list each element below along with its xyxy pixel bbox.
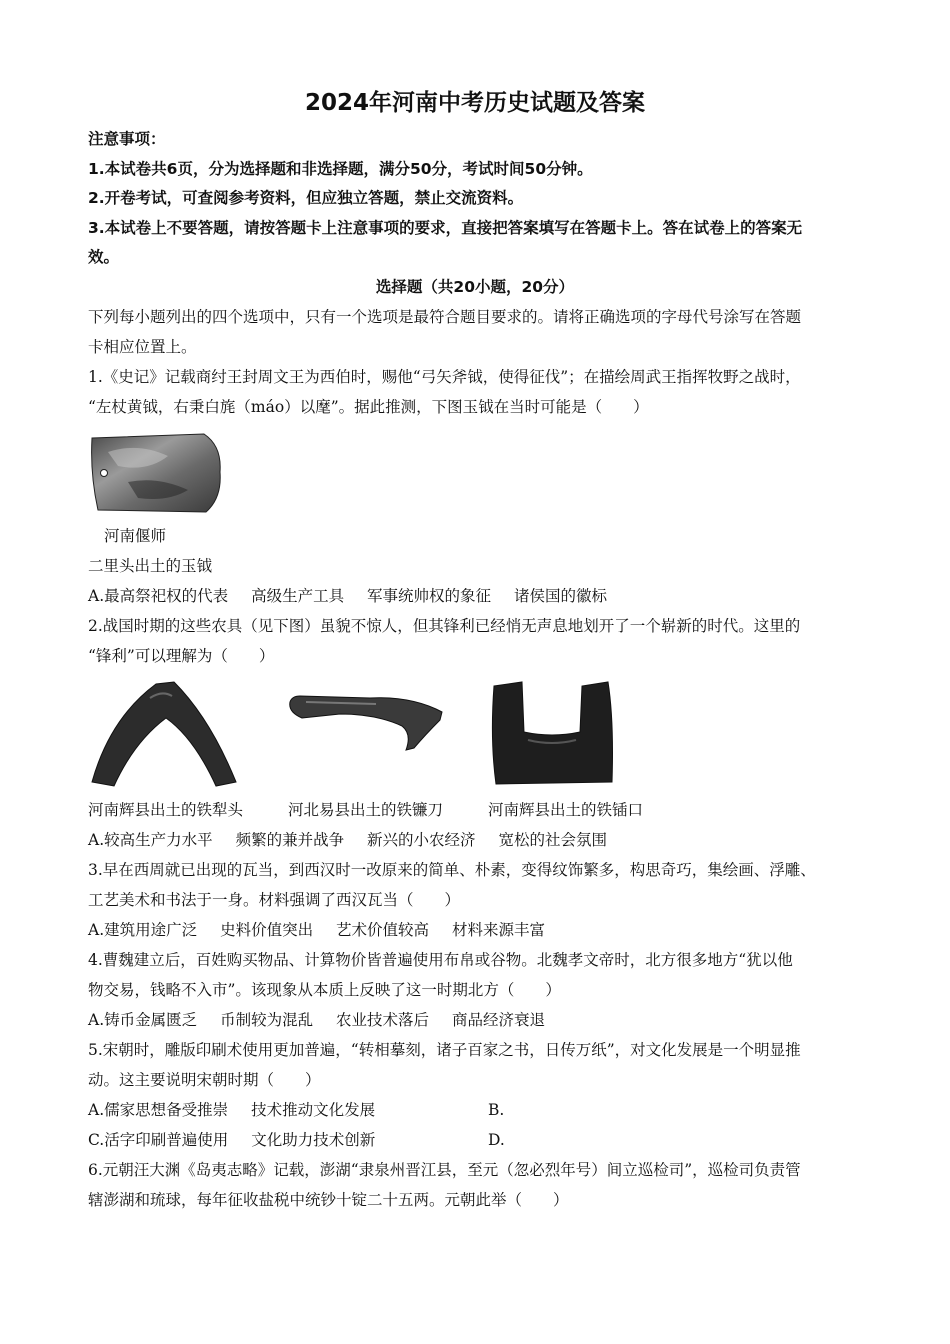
question-3-text: 工艺美术和书法于一身。材料强调了西汉瓦当（ ）: [88, 891, 461, 909]
question-1-text: “左杖黄钺，右秉白旄（máo）以麾”。据此推测，下图玉钺在当时可能是（ ）: [88, 398, 649, 416]
option-d[interactable]: D.: [488, 1131, 505, 1149]
option-c[interactable]: C.活字印刷普遍使用: [88, 1131, 229, 1149]
question-2-text: “锋利”可以理解为（ ）: [88, 647, 275, 665]
option-b[interactable]: 史料价值突出: [220, 921, 314, 939]
page-title: 2024年河南中考历史试题及答案: [304, 90, 645, 116]
option-a[interactable]: A.铸币金属匮乏: [88, 1011, 198, 1029]
question-3-options: [88, 920, 563, 940]
option-d[interactable]: 诸侯国的徽标: [513, 587, 607, 605]
section-intro: 卡相应位置上。: [88, 338, 197, 356]
option-a[interactable]: A.最高祭祀权的代表: [88, 587, 229, 605]
option-c[interactable]: 艺术价值较高: [336, 921, 430, 939]
section-title: 选择题（共20小题，20分）: [375, 278, 575, 296]
question-5-options-row-2: [88, 1130, 393, 1150]
option-d[interactable]: 商品经济衰退: [451, 1011, 545, 1029]
question-6-text: 辖澎湖和琉球，每年征收盐税中统钞十锭二十五两。元朝此举（ ）: [88, 1191, 569, 1209]
note-item: 效。: [88, 248, 120, 266]
option-b[interactable]: 币制较为混乱: [220, 1011, 314, 1029]
iron-spade-image: [488, 680, 618, 790]
question-5-options-row-1: [88, 1100, 393, 1120]
question-1-caption: 二里头出土的玉钺: [88, 557, 213, 575]
question-4-text: 物交易，钱略不入市”。该现象从本质上反映了这一时期北方（ ）: [88, 981, 561, 999]
question-2-text: 2.战国时期的这些农具（见下图）虽貌不惊人，但其锋利已经悄无声息地划开了一个崭新的时代。这里的: [88, 617, 801, 635]
question-2-caption: 河南辉县出土的铁犁头: [88, 801, 244, 819]
note-item: 3.本试卷上不要答题，请按答题卡上注意事项的要求，直接把答案填写在答题卡上。答在试卷上的答案无: [88, 219, 803, 237]
notes-heading: 注意事项：: [88, 130, 166, 148]
question-4-options: [88, 1010, 563, 1030]
note-item: 1.本试卷共6页，分为选择题和非选择题，满分50分，考试时间50分钟。: [88, 160, 593, 178]
option-b[interactable]: 频繁的兼并战争: [235, 831, 345, 849]
option-c[interactable]: 新兴的小农经济: [367, 831, 476, 849]
question-2-caption: 河北易县出土的铁镰刀: [288, 801, 444, 819]
question-5-text: 动。这主要说明宋朝时期（ ）: [88, 1071, 321, 1089]
option-c-extra[interactable]: 文化助力技术创新: [251, 1131, 376, 1149]
jade-axe-image: [88, 432, 224, 514]
option-d[interactable]: 宽松的社会氛围: [498, 831, 607, 849]
iron-sickle-image: [286, 690, 446, 756]
question-1-options: [88, 586, 625, 606]
question-3-text: 3.早在西周就已出现的瓦当，到西汉时一改原来的简单、朴素，变得纹饰繁多，构思奇巧，集绘画、浮雕、: [88, 861, 816, 879]
section-intro: 下列每小题列出的四个选项中，只有一个选项是最符合题目要求的。请将正确选项的字母代号涂写在答题: [88, 308, 802, 326]
iron-plow-image: [90, 678, 240, 790]
question-1-text: 1.《史记》记载商纣王封周文王为西伯时，赐他“弓矢斧钺，使得征伐”；在描绘周武王指挥牧野之战时，: [88, 368, 801, 386]
question-4-text: 4.曹魏建立后，百姓购买物品、计算物价皆普遍使用布帛或谷物。北魏孝文帝时，北方很多地方“犹以他: [88, 951, 793, 969]
option-a-extra[interactable]: 技术推动文化发展: [251, 1101, 376, 1119]
question-1-caption: 河南偃师: [104, 527, 167, 545]
question-6-text: 6.元朝汪大渊《岛夷志略》记载，澎湖“隶泉州晋江县，至元（忽必烈年号）间立巡检司”，巡检司负责管: [88, 1161, 801, 1179]
option-d[interactable]: 材料来源丰富: [451, 921, 545, 939]
note-item: 2.开卷考试，可查阅参考资料，但应独立答题，禁止交流资料。: [88, 189, 524, 207]
option-a[interactable]: A.儒家思想备受推崇: [88, 1101, 229, 1119]
option-b[interactable]: B.: [488, 1101, 505, 1119]
question-5-text: 5.宋朝时，雕版印刷术使用更加普遍，“转相摹刻，诸子百家之书，日传万纸”，对文化发展是一个明显推: [88, 1041, 801, 1059]
question-2-caption: 河南辉县出土的铁锸口: [488, 801, 644, 819]
option-c[interactable]: 军事统帅权的象征: [367, 587, 492, 605]
option-a[interactable]: A.较高生产力水平: [88, 831, 213, 849]
option-c[interactable]: 农业技术落后: [336, 1011, 430, 1029]
option-b[interactable]: 高级生产工具: [251, 587, 345, 605]
question-2-options: [88, 830, 625, 850]
option-a[interactable]: A.建筑用途广泛: [88, 921, 198, 939]
